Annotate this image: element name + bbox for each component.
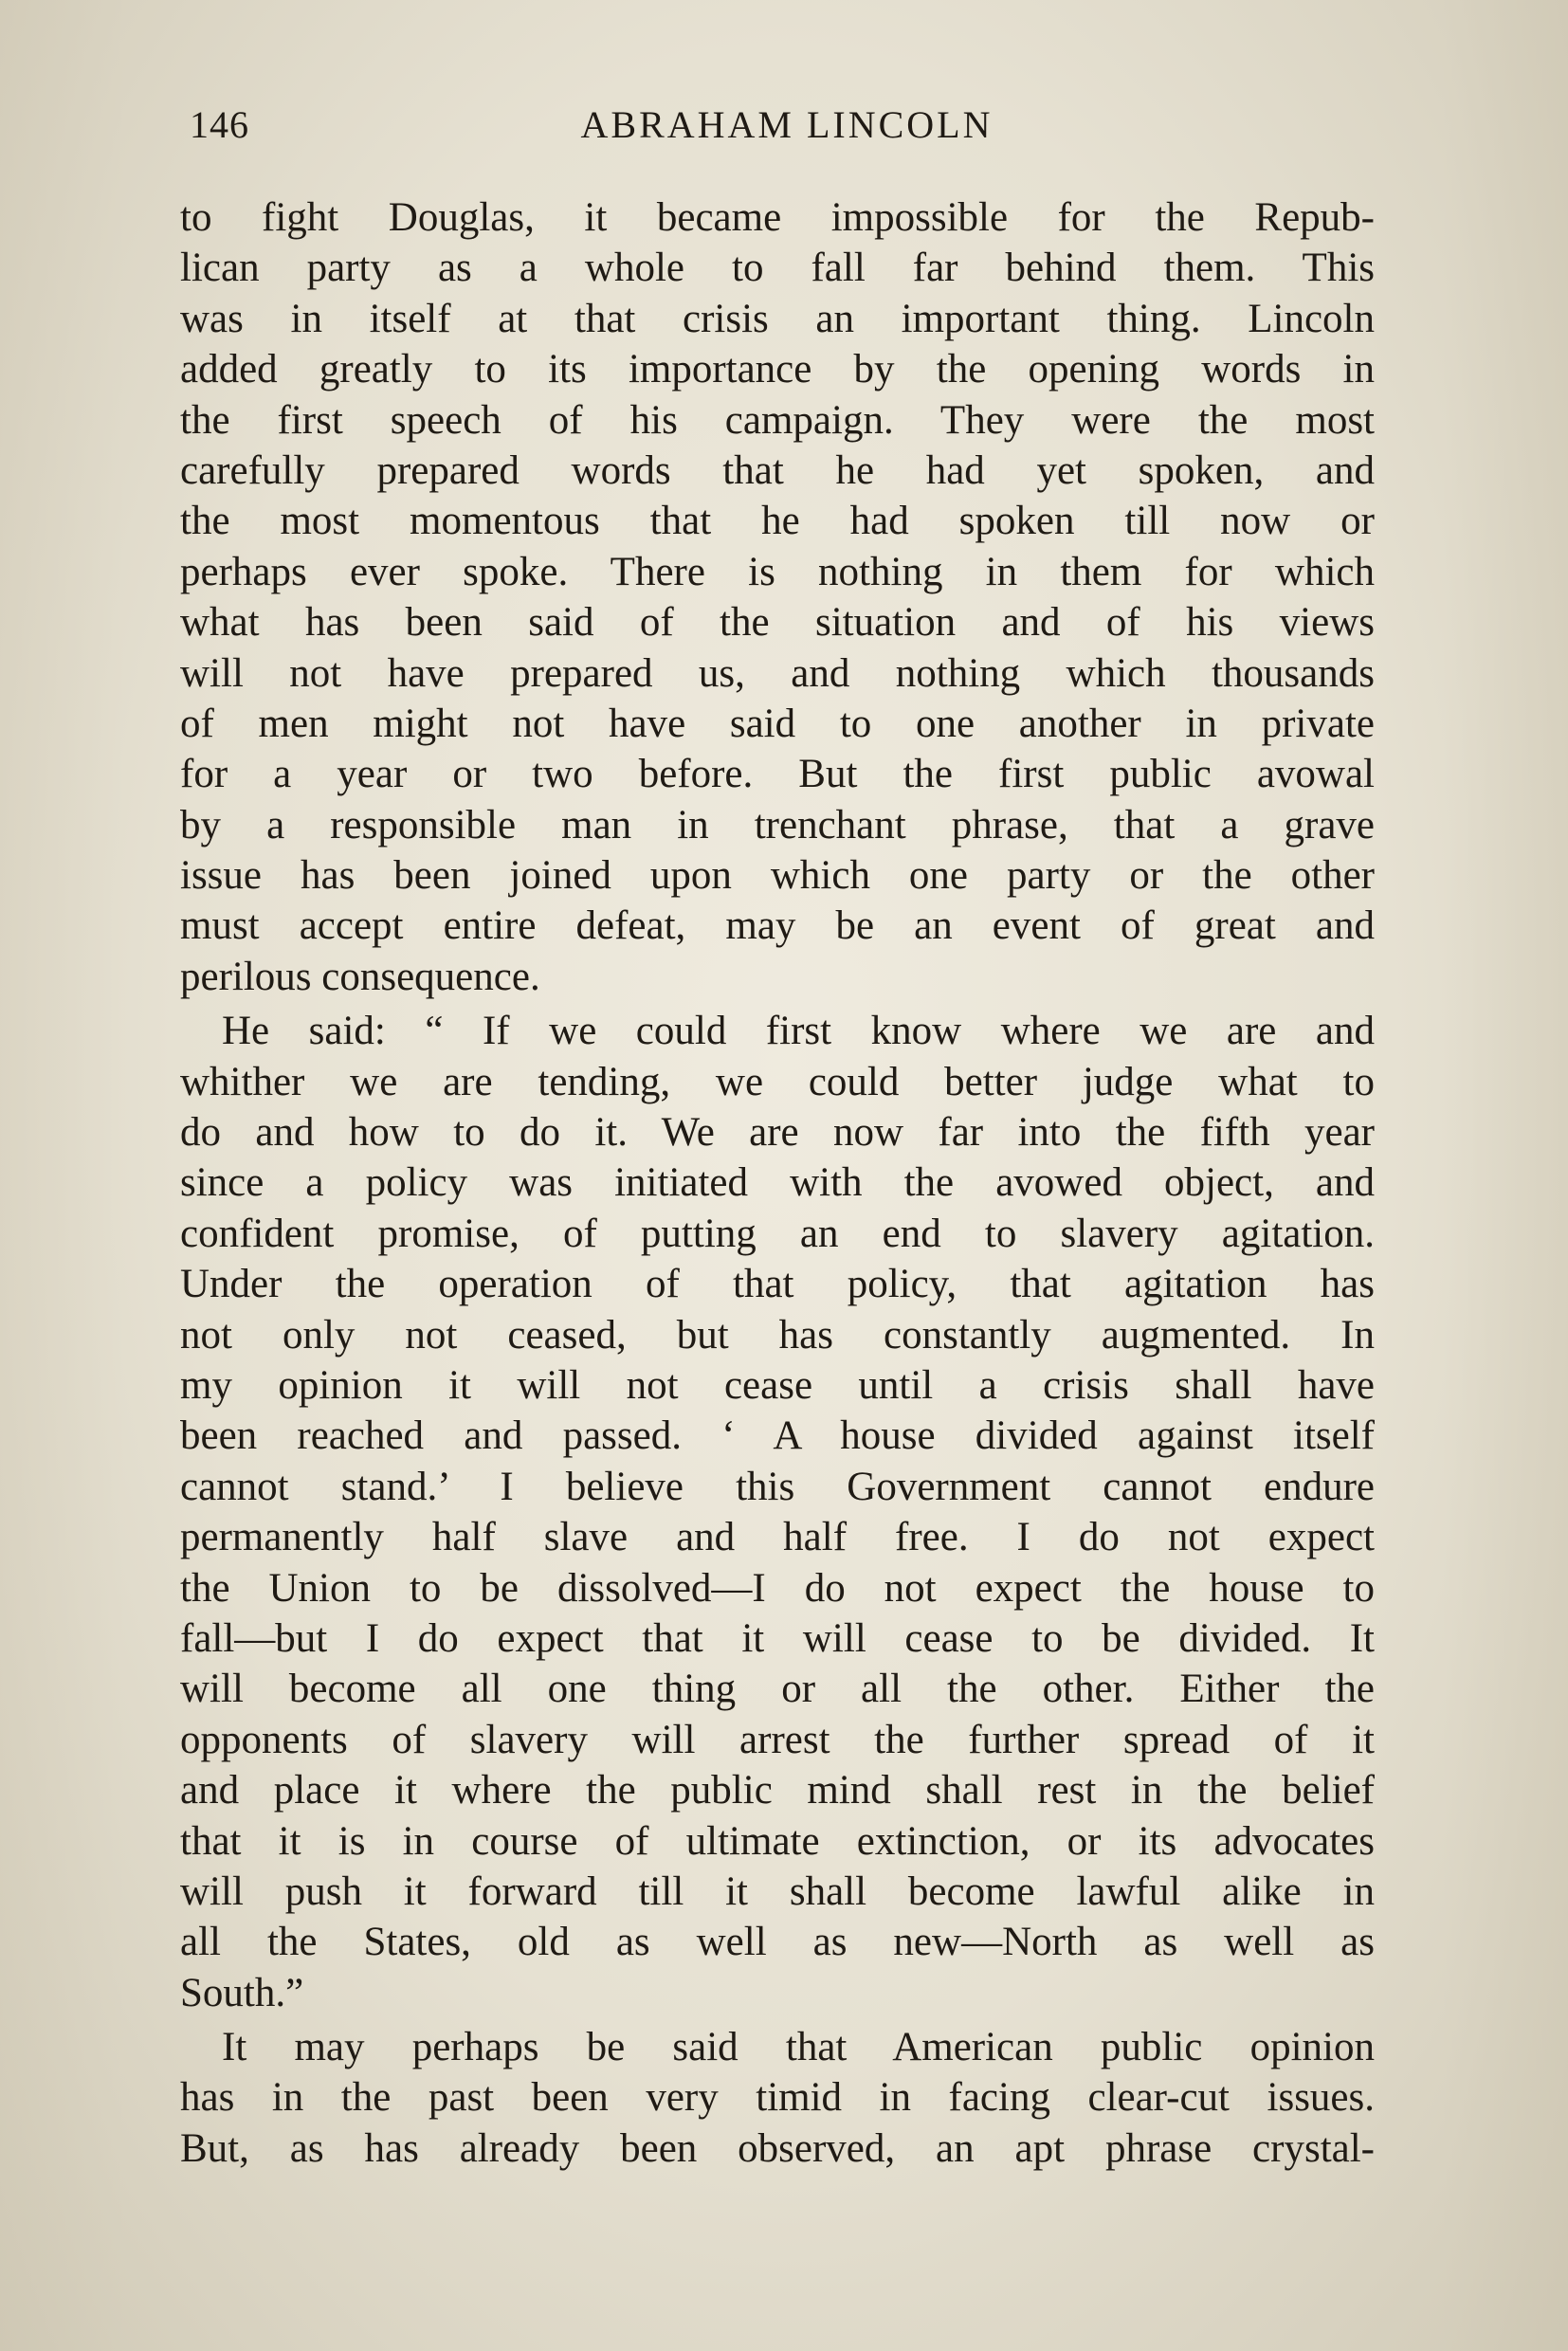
text-line: fall—but I do expect that it will cease to be divided. It [180,1615,1375,1661]
text-line: not only not ceased, but has constantly augmented. In [180,1312,1375,1358]
running-head [190,102,1384,159]
paragraph-2 [180,1006,1375,2018]
text-line: since a policy was initiated with the avowed object, and [180,1160,1375,1206]
text-line: all the States, old as well as new—North as well as [180,1920,1375,1965]
text-line: must accept entire defeat, may be an event of great and [180,903,1375,949]
running-title: ABRAHAM LINCOLN [580,103,994,146]
text-line: the first speech of his campaign. They were the most [180,397,1375,443]
paragraph-1 [180,192,1375,1002]
text-line: But, as has already been observed, an apt phrase crystal- [180,2125,1375,2171]
text-line: permanently half slave and half free. I do not expect [180,1515,1375,1560]
text-line: the Union to be dissolved—I do not expect the house to [180,1565,1375,1611]
text-line: perilous consequence. [180,954,540,999]
text-line: opponents of slavery will arrest the further spread of it [180,1717,1375,1762]
text-line: of men might not have said to one another in private [180,701,1375,746]
text-line: for a year or two before. But the first public avowal [180,752,1375,797]
body-text [180,192,1375,2174]
text-line: do and how to do it. We are now far into the fifth year [180,1110,1375,1156]
text-line: issue has been joined upon which one party or the other [180,853,1375,899]
text-line: added greatly to its importance by the opening words in [180,347,1375,392]
text-line: perhaps ever spoke. There is nothing in them for which [180,549,1375,594]
text-line: the most momentous that he had spoken till now or [180,499,1375,544]
text-line: confident promise, of putting an end to slavery agitation. [180,1211,1375,1256]
text-line: It may perhaps be said that American public opinion [222,2025,1375,2070]
text-line: was in itself at that crisis an important thing. Lincoln [180,296,1375,341]
text-line: cannot stand.’ I believe this Government cannot endure [180,1464,1375,1509]
text-line: will not have prepared us, and nothing which thousands [180,650,1375,696]
text-line: that it is in course of ultimate extinction, or its advocates [180,1818,1375,1864]
text-line: my opinion it will not cease until a crisis shall have [180,1362,1375,1408]
text-line: what has been said of the situation and of his views [180,600,1375,646]
paragraph-3 [180,2022,1375,2174]
text-line: South.” [180,1970,304,2015]
text-line: has in the past been very timid in facing clear-cut issues. [180,2075,1375,2121]
text-line: lican party as a whole to fall far behind them. This [180,246,1375,291]
text-line: to fight Douglas, it became impossible for the Repub- [180,195,1375,240]
text-line: Under the operation of that policy, that agitation has [180,1262,1375,1307]
text-line: will become all one thing or all the other. Either the [180,1667,1375,1712]
text-line: and place it where the public mind shall rest in the belief [180,1768,1375,1813]
text-line: been reached and passed. ‘ A house divided against itself [180,1413,1375,1459]
page-number: 146 [190,103,249,146]
text-line: whither we are tending, we could better judge what to [180,1059,1375,1104]
text-line: by a responsible man in trenchant phrase, that a grave [180,802,1375,847]
text-line: carefully prepared words that he had yet spoken, and [180,447,1375,493]
text-line: will push it forward till it shall become lawful alike in [180,1868,1375,1914]
text-line: He said: “ If we could first know where we are and [222,1009,1375,1054]
